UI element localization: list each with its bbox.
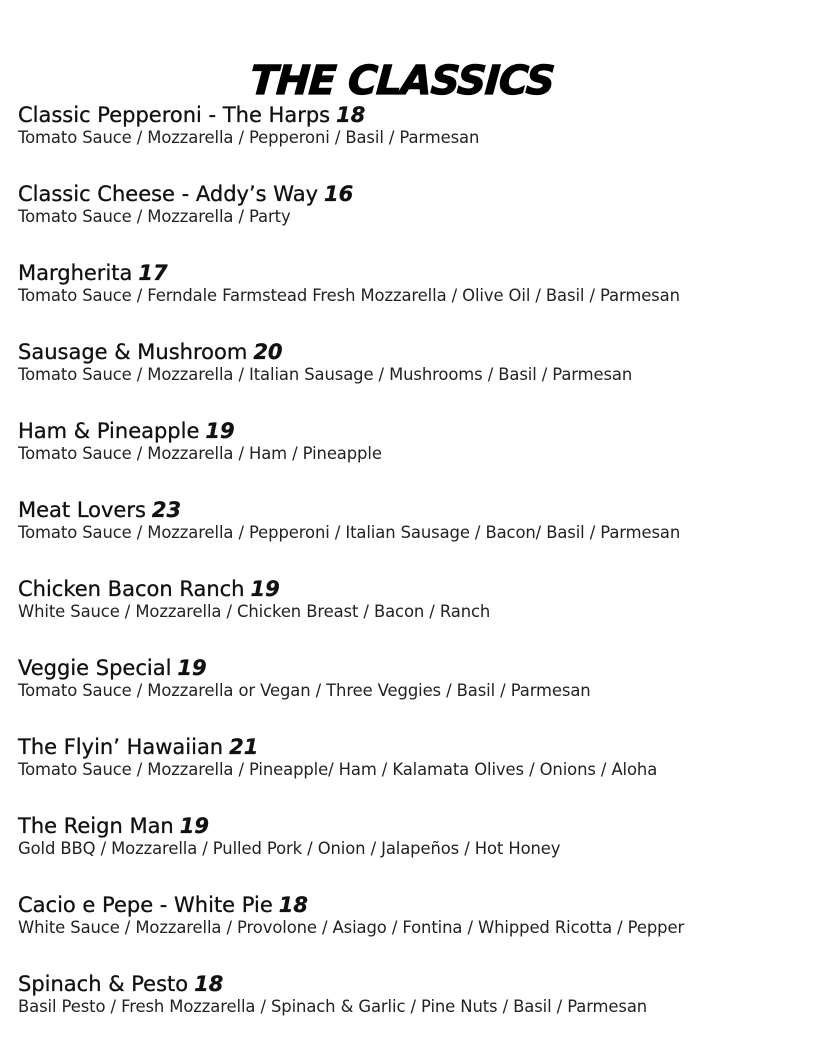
menu-item-description: Tomato Sauce / Mozzarella / Pepperoni / Basil / Parmesan [18, 128, 480, 147]
menu-item-price: 16 [324, 182, 354, 206]
menu-item-heading [18, 260, 808, 286]
menu-item-description: Tomato Sauce / Mozzarella / Pineapple/ Ham / Kalamata Olives / Onions / Aloha [18, 760, 658, 779]
menu-item-name: Cacio e Pepe - White Pie [18, 893, 273, 917]
menu-item-heading [18, 181, 808, 207]
menu-item-list [18, 102, 808, 1050]
menu-item-name: The Reign Man [18, 814, 174, 838]
menu-item-heading [18, 102, 808, 128]
menu-item-price: 19 [177, 656, 207, 680]
menu-item [18, 734, 808, 813]
menu-item-description: Gold BBQ / Mozzarella / Pulled Pork / Onion / Jalapeños / Hot Honey [18, 839, 561, 858]
menu-item [18, 418, 808, 497]
menu-item [18, 576, 808, 655]
menu-item-price: 18 [278, 893, 308, 917]
menu-item-price: 19 [179, 814, 209, 838]
menu-item-price: 23 [151, 498, 182, 522]
menu-item-heading [18, 497, 808, 523]
menu-item-price: 18 [194, 972, 224, 996]
menu-item-price: 21 [229, 735, 259, 759]
menu-item [18, 892, 808, 971]
menu-item-description: Tomato Sauce / Mozzarella / Party [18, 207, 291, 226]
menu-item-description: White Sauce / Mozzarella / Chicken Breast / Bacon / Ranch [18, 602, 491, 621]
menu-item [18, 813, 808, 892]
menu-item-name: Chicken Bacon Ranch [18, 577, 245, 601]
menu-item [18, 497, 808, 576]
menu-item-heading [18, 813, 808, 839]
menu-item [18, 181, 808, 260]
menu-item-description: Tomato Sauce / Mozzarella or Vegan / Three Veggies / Basil / Parmesan [18, 681, 591, 700]
menu-item [18, 339, 808, 418]
menu-item-name: Sausage & Mushroom [18, 340, 248, 364]
menu-item-heading [18, 418, 808, 444]
menu-item-name: Spinach & Pesto [18, 972, 189, 996]
menu-item-heading [18, 971, 808, 997]
menu-item-description: Tomato Sauce / Mozzarella / Pepperoni / Italian Sausage / Bacon/ Basil / Parmesan [18, 523, 681, 542]
menu-item [18, 655, 808, 734]
menu-item-name: Meat Lovers [18, 498, 146, 522]
menu-item-name: Classic Cheese - Addy’s Way [18, 182, 318, 206]
menu-item-description: Tomato Sauce / Ferndale Farmstead Fresh Mozzarella / Olive Oil / Basil / Parmesan [18, 286, 680, 305]
menu-item-price: 20 [253, 340, 283, 364]
menu-item-price: 19 [250, 577, 280, 601]
menu-item-name: Veggie Special [18, 656, 172, 680]
menu-item-heading [18, 892, 808, 918]
menu-item-name: Classic Pepperoni - The Harps [18, 103, 331, 127]
menu-item-heading [18, 339, 808, 365]
menu-item-price: 19 [205, 419, 235, 443]
menu-item-heading [18, 734, 808, 760]
menu-item-name: Margherita [18, 261, 133, 285]
menu-item-name: The Flyin’ Hawaiian [18, 735, 224, 759]
menu-item-description: Basil Pesto / Fresh Mozzarella / Spinach & Garlic / Pine Nuts / Basil / Parmesan [18, 997, 648, 1016]
menu-item-heading [18, 655, 808, 681]
menu-item [18, 971, 808, 1050]
menu-item-price: 17 [138, 261, 168, 285]
menu-item [18, 102, 808, 181]
menu-item-name: Ham & Pineapple [18, 419, 200, 443]
menu-item-description: Tomato Sauce / Mozzarella / Ham / Pineapple [18, 444, 382, 463]
menu-item [18, 260, 808, 339]
page-title: THE CLASSICS [248, 57, 556, 104]
menu-item-description: Tomato Sauce / Mozzarella / Italian Sausage / Mushrooms / Basil / Parmesan [18, 365, 633, 384]
menu-item-description: White Sauce / Mozzarella / Provolone / Asiago / Fontina / Whipped Ricotta / Pepper [18, 918, 685, 937]
menu-item-heading [18, 576, 808, 602]
menu-item-price: 18 [336, 103, 366, 127]
